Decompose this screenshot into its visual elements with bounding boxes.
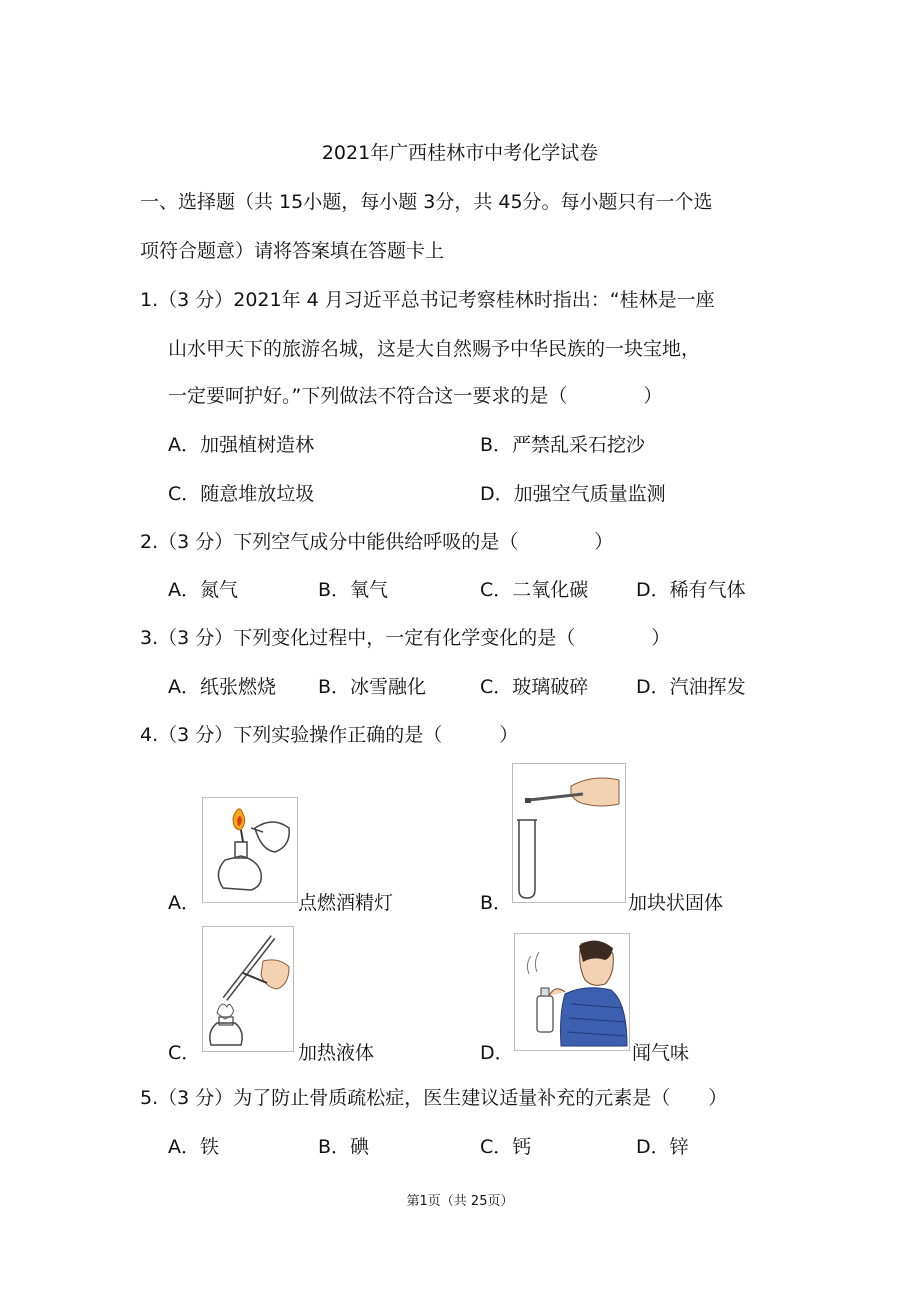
q1-option-c: C．随意堆放垃圾	[168, 483, 315, 505]
heating-liquid-image	[202, 926, 294, 1052]
q5-option-a: A．铁	[168, 1136, 219, 1158]
page-title: 2021年广西桂林市中考化学试卷	[321, 142, 599, 164]
q4-stem: 4.（3 分）下列实验操作正确的是（ ）	[140, 724, 519, 746]
q3-option-d: D．汽油挥发	[636, 676, 746, 698]
q1-option-d: D．加强空气质量监测	[480, 483, 666, 505]
smelling-gas-image	[514, 933, 630, 1051]
q5-stem: 5.（3 分）为了防止骨质疏松症，医生建议适量补充的元素是（ ）	[140, 1087, 728, 1109]
q4-option-d-letter: D．	[480, 1042, 514, 1064]
q2-option-b: B．氧气	[318, 579, 389, 601]
q4-option-c-letter: C．	[168, 1042, 201, 1064]
q3-stem: 3.（3 分）下列变化过程中，一定有化学变化的是（ ）	[140, 627, 671, 649]
q4-option-b-text: 加块状固体	[628, 892, 724, 914]
test-tube-solid-image	[512, 763, 626, 903]
q5-option-d: D．锌	[636, 1136, 689, 1158]
q5-option-c: C．钙	[480, 1136, 532, 1158]
q1-stem-line1: 1.（3 分）2021年 4 月习近平总书记考察桂林时指出：“桂林是一座	[140, 289, 715, 311]
q4-option-b-letter: B．	[480, 892, 513, 914]
q5-option-b: B．碘	[318, 1136, 370, 1158]
q2-option-a: A．氮气	[168, 579, 238, 601]
q4-option-a-letter: A．	[168, 892, 200, 914]
q1-option-a: A．加强植树造林	[168, 434, 314, 456]
alcohol-lamp-lighting-image	[202, 797, 298, 903]
q1-stem-line2: 山水甲天下的旅游名城，这是大自然赐予中华民族的一块宝地，	[168, 338, 701, 360]
section-heading-line2: 项符合题意）请将答案填在答题卡上	[140, 240, 445, 262]
q4-option-d-text: 闻气味	[632, 1042, 690, 1064]
page-footer: 第1页（共 25页）	[406, 1194, 514, 1209]
q2-stem: 2.（3 分）下列空气成分中能供给呼吸的是（ ）	[140, 531, 614, 553]
q3-option-b: B．冰雪融化	[318, 676, 427, 698]
q3-option-a: A．纸张燃烧	[168, 676, 276, 698]
q3-option-c: C．玻璃破碎	[480, 676, 589, 698]
q1-option-b: B．严禁乱采石挖沙	[480, 434, 646, 456]
section-heading-line1: 一、选择题（共 15小题，每小题 3分，共 45分。每小题只有一个选	[140, 191, 713, 213]
q2-option-d: D．稀有气体	[636, 579, 746, 601]
q2-option-c: C．二氧化碳	[480, 579, 589, 601]
q1-stem-line3: 一定要呵护好。”下列做法不符合这一要求的是（ ）	[168, 385, 663, 407]
q4-option-c-text: 加热液体	[298, 1042, 375, 1064]
q4-option-a-text: 点燃酒精灯	[298, 892, 394, 914]
